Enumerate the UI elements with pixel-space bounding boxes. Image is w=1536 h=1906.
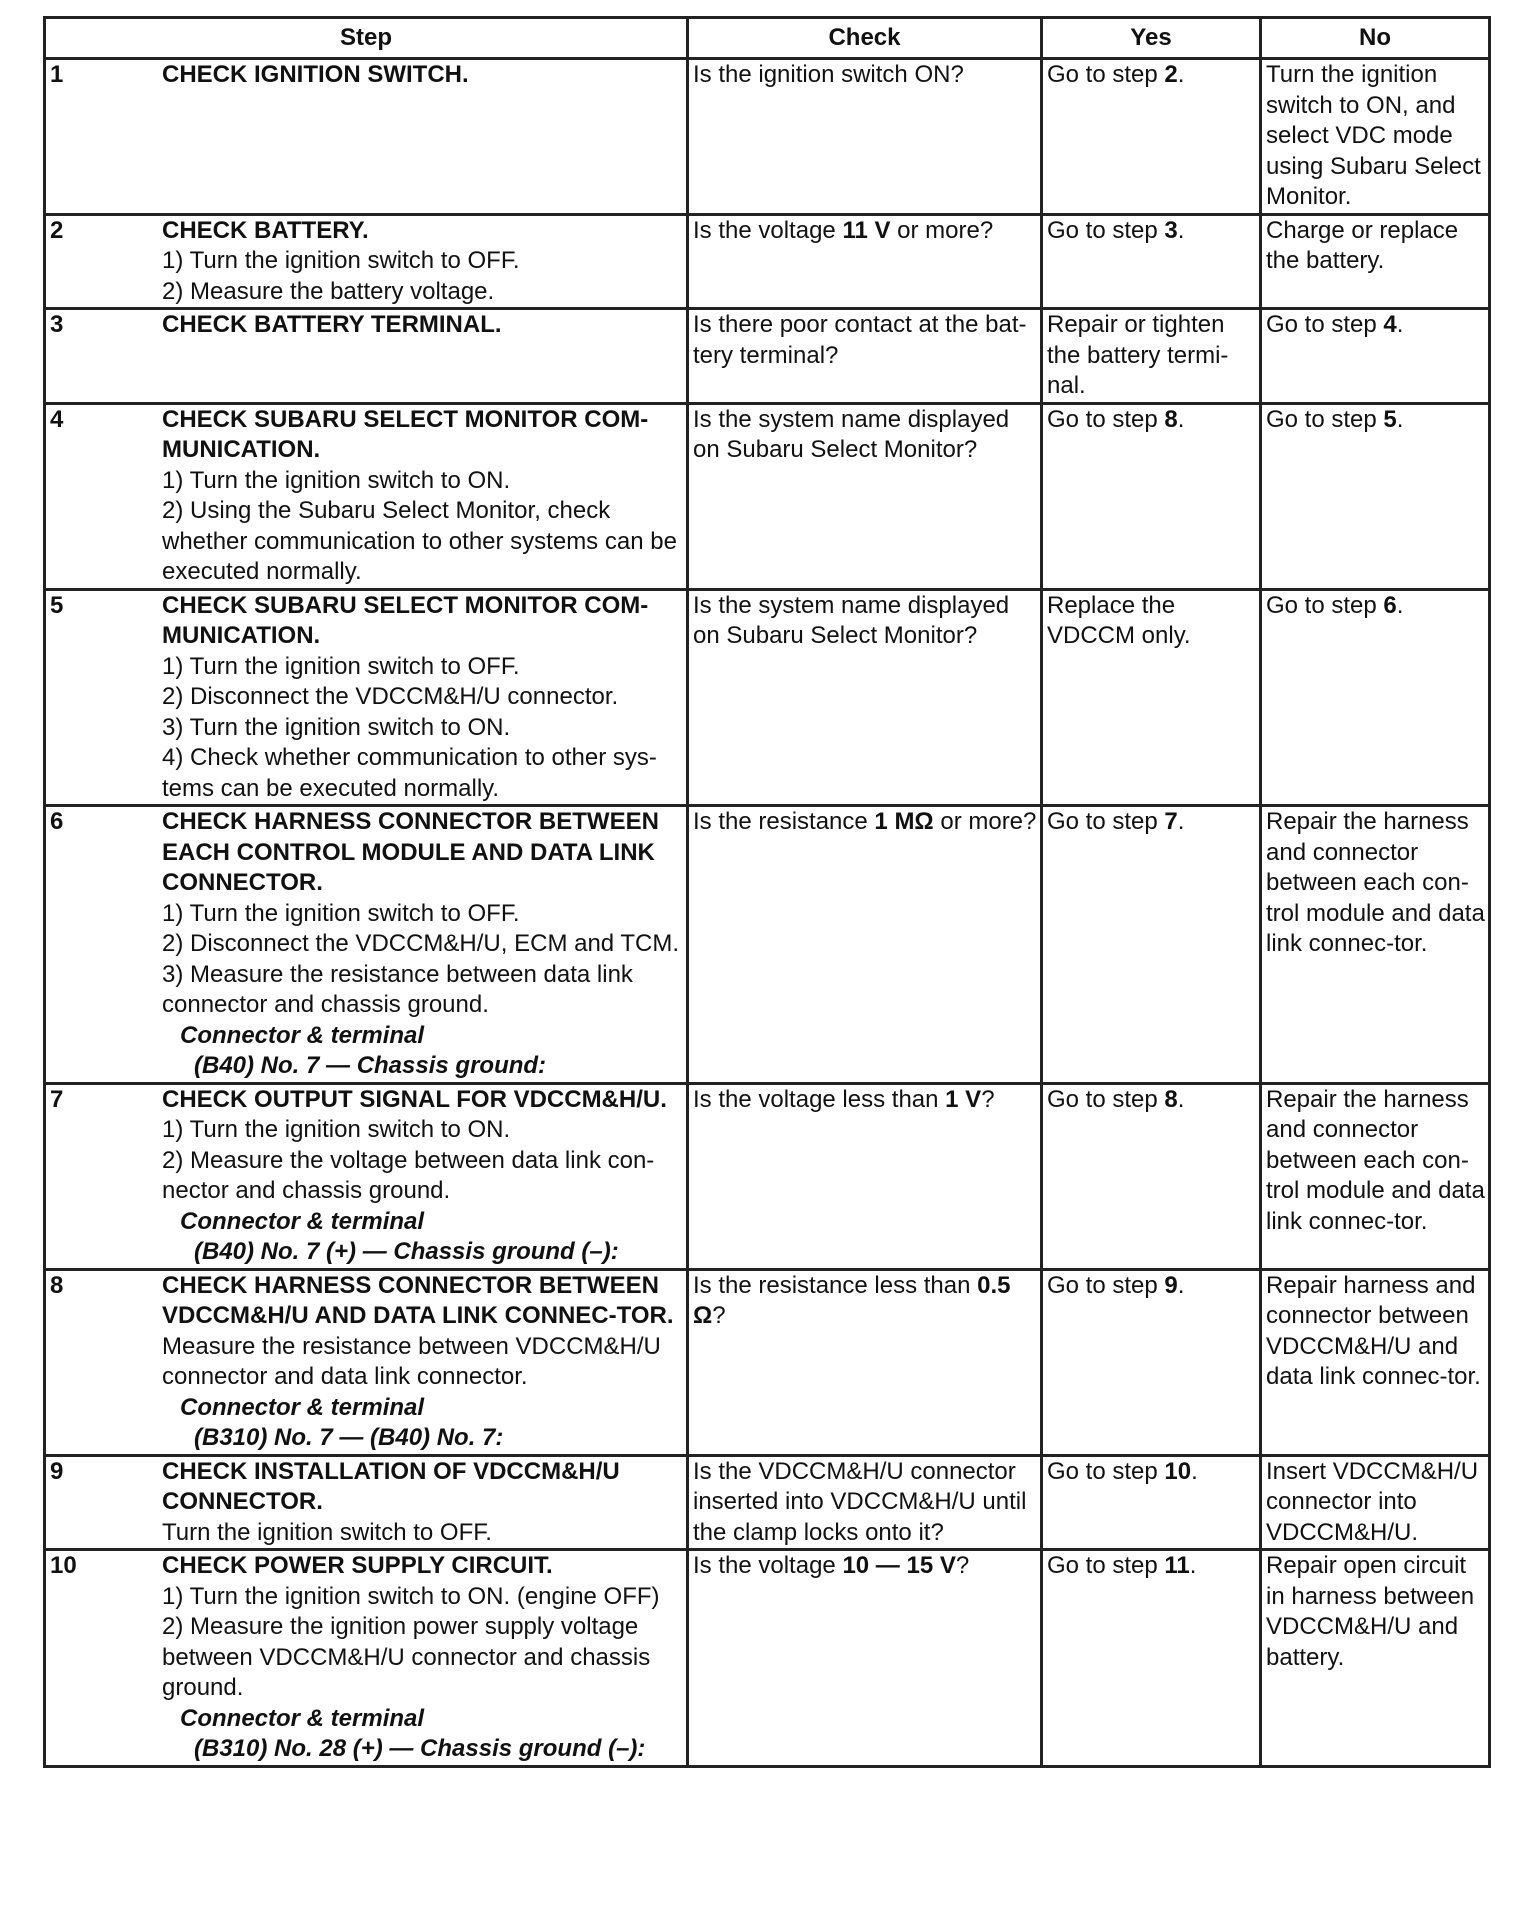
- step-body: [162, 310, 683, 341]
- no-cell: [1261, 59, 1490, 215]
- no-value: 6: [1383, 591, 1397, 619]
- step-instruction: 1) Turn the ignition switch to ON.: [162, 1116, 511, 1143]
- step-body: [162, 405, 683, 588]
- yes-value: 8: [1164, 405, 1178, 433]
- yes-suffix: .: [1177, 808, 1185, 835]
- no-text: Charge or replace the battery.: [1266, 216, 1459, 274]
- step-title: CHECK BATTERY TERMINAL.: [162, 311, 502, 338]
- yes-suffix: .: [1177, 1271, 1185, 1299]
- table-row: [45, 59, 1490, 215]
- check-text: Is the voltage less than: [693, 1085, 946, 1113]
- check-suffix: or more?: [890, 216, 994, 244]
- step-title: CHECK BATTERY.: [162, 216, 369, 244]
- connector-terminal: (B310) No. 7 — (B40) No. 7:: [194, 1424, 504, 1451]
- table-row: [45, 403, 1490, 589]
- step-title: CHECK IGNITION SWITCH.: [162, 61, 469, 88]
- check-text: Is the voltage: [693, 1552, 843, 1579]
- check-cell: Is the ignition switch ON?: [688, 59, 1042, 215]
- header-step: Step: [45, 18, 688, 59]
- header-yes: Yes: [1042, 18, 1261, 59]
- header-row: [45, 18, 1490, 59]
- step-content: [50, 807, 683, 1082]
- yes-cell: [1042, 1455, 1261, 1550]
- step-title: CHECK INSTALLATION OF VDCCM&H/U CONNECTOR.: [162, 1457, 620, 1515]
- step-title: CHECK SUBARU SELECT MONITOR COM-MUNICATION.: [162, 405, 649, 463]
- yes-text: Go to step: [1047, 216, 1165, 244]
- yes-cell: [1042, 1269, 1261, 1455]
- no-suffix: .: [1396, 311, 1404, 338]
- yes-cell: [1042, 1083, 1261, 1269]
- no-cell: [1261, 214, 1490, 309]
- table-row: [45, 1550, 1490, 1767]
- table-row: [45, 1083, 1490, 1269]
- connector-heading: Connector & terminal: [180, 1393, 425, 1421]
- step-instruction: 1) Turn the ignition switch to OFF.: [162, 652, 520, 680]
- header-check: Check: [688, 18, 1042, 59]
- step-body: [162, 807, 683, 1082]
- yes-suffix: .: [1191, 1457, 1198, 1485]
- yes-suffix: .: [1177, 405, 1185, 433]
- diagnostic-table: [43, 16, 1491, 1768]
- step-content: [50, 1457, 683, 1549]
- step-number: 2: [50, 216, 64, 244]
- step-body: [162, 1085, 683, 1268]
- check-suffix: ?: [712, 1302, 726, 1329]
- step-cell: [45, 589, 688, 806]
- step-instruction: 3) Turn the ignition switch to ON.: [162, 713, 511, 741]
- check-value: 0.5 Ω: [693, 1271, 1011, 1329]
- check-cell: Is the system name displayed on Subaru Select Monitor?: [688, 589, 1042, 806]
- check-cell: [688, 214, 1042, 309]
- yes-text: Go to step: [1047, 405, 1165, 433]
- step-number: 4: [50, 405, 64, 433]
- step-title: CHECK HARNESS CONNECTOR BETWEEN EACH CONTROL MODULE AND DATA LINK CONNECTOR.: [162, 808, 659, 896]
- check-suffix: or more?: [933, 808, 1037, 835]
- step-title: CHECK HARNESS CONNECTOR BETWEEN VDCCM&H/U AND DATA LINK CONNEC-TOR.: [162, 1271, 674, 1329]
- yes-text: Go to step: [1047, 1085, 1165, 1113]
- check-cell: Is there poor contact at the bat-tery terminal?: [688, 309, 1042, 404]
- step-content: [50, 1271, 683, 1454]
- no-text: Turn the ignition switch to ON, and select VDC mode using Subaru Select Monitor.: [1266, 61, 1481, 210]
- step-content: [50, 405, 683, 588]
- check-cell: [688, 1269, 1042, 1455]
- step-cell: [45, 1550, 688, 1767]
- check-value: 10 — 15 V: [842, 1552, 956, 1579]
- table-row: [45, 1269, 1490, 1455]
- yes-value: 7: [1164, 808, 1178, 835]
- step-number: 1: [50, 61, 64, 88]
- connector-heading: Connector & terminal: [180, 1207, 425, 1235]
- no-text: Go to step: [1266, 405, 1384, 433]
- step-content: [50, 216, 683, 308]
- step-instruction: 2) Disconnect the VDCCM&H/U, ECM and TCM.: [162, 930, 680, 957]
- step-number: 8: [50, 1271, 64, 1299]
- step-content: [50, 1551, 683, 1765]
- yes-cell: [1042, 1550, 1261, 1767]
- step-body: [162, 591, 683, 805]
- no-cell: [1261, 1550, 1490, 1767]
- no-cell: [1261, 589, 1490, 806]
- step-instruction: 2) Measure the ignition power supply voltage between VDCCM&H/U connector and chassis ground.: [162, 1613, 651, 1701]
- yes-text: Replace the VDCCM only.: [1047, 591, 1191, 649]
- step-number: 9: [50, 1457, 64, 1485]
- connector-terminal: (B40) No. 7 (+) — Chassis ground (–):: [194, 1238, 619, 1265]
- no-text: Repair the harness and connector between each con-trol module and data link connec-tor.: [1266, 808, 1485, 957]
- yes-cell: [1042, 806, 1261, 1084]
- connector-heading: Connector & terminal: [180, 1704, 425, 1732]
- check-suffix: ?: [981, 1085, 995, 1113]
- no-text: Insert VDCCM&H/U connector into VDCCM&H/U.: [1266, 1457, 1479, 1546]
- check-cell: [688, 1083, 1042, 1269]
- step-instruction: Measure the resistance between VDCCM&H/U connector and data link connector.: [162, 1332, 661, 1390]
- yes-value: 9: [1164, 1271, 1178, 1299]
- yes-suffix: .: [1177, 61, 1185, 88]
- step-instruction: 1) Turn the ignition switch to ON.: [162, 466, 511, 494]
- step-title: CHECK POWER SUPPLY CIRCUIT.: [162, 1552, 553, 1579]
- step-instruction: 1) Turn the ignition switch to OFF.: [162, 247, 520, 274]
- connector-terminal: (B40) No. 7 — Chassis ground:: [194, 1052, 547, 1079]
- step-body: [162, 216, 683, 308]
- step-number: 7: [50, 1085, 64, 1113]
- step-instruction: 3) Measure the resistance between data link connector and chassis ground.: [162, 960, 633, 1018]
- table-row: [45, 309, 1490, 404]
- check-value: 1 V: [945, 1085, 982, 1113]
- yes-suffix: .: [1177, 1085, 1185, 1113]
- step-instruction: 2) Disconnect the VDCCM&H/U connector.: [162, 683, 619, 710]
- step-content: [50, 60, 683, 91]
- step-instruction: 4) Check whether communication to other sys-tems can be executed normally.: [162, 744, 657, 802]
- no-cell: [1261, 1083, 1490, 1269]
- check-suffix: ?: [955, 1552, 970, 1579]
- step-title: CHECK SUBARU SELECT MONITOR COM-MUNICATION.: [162, 591, 649, 649]
- yes-cell: [1042, 59, 1261, 215]
- check-text: Is the voltage: [693, 216, 843, 244]
- yes-cell: [1042, 403, 1261, 589]
- step-cell: [45, 806, 688, 1084]
- step-number: 6: [50, 808, 64, 835]
- header-no: No: [1261, 18, 1490, 59]
- yes-suffix: .: [1177, 216, 1185, 244]
- step-number: 10: [50, 1552, 77, 1579]
- step-content: [50, 310, 683, 341]
- step-title: CHECK OUTPUT SIGNAL FOR VDCCM&H/U.: [162, 1085, 667, 1113]
- step-instruction: 2) Measure the voltage between data link con-nector and chassis ground.: [162, 1146, 655, 1204]
- step-cell: [45, 1083, 688, 1269]
- yes-value: 2: [1164, 61, 1178, 88]
- step-number: 5: [50, 591, 64, 619]
- no-cell: [1261, 1455, 1490, 1550]
- no-cell: [1261, 806, 1490, 1084]
- step-body: [162, 60, 683, 91]
- yes-text: Repair or tighten the battery termi-nal.: [1047, 311, 1229, 399]
- step-cell: [45, 214, 688, 309]
- step-cell: [45, 1455, 688, 1550]
- no-value: 4: [1383, 311, 1397, 338]
- no-text: Repair the harness and connector between each con-trol module and data link connec-tor.: [1266, 1085, 1485, 1235]
- yes-text: Go to step: [1047, 1552, 1165, 1579]
- yes-text: Go to step: [1047, 1271, 1165, 1299]
- step-body: [162, 1551, 683, 1765]
- check-cell: Is the VDCCM&H/U connector inserted into VDCCM&H/U until the clamp locks onto it?: [688, 1455, 1042, 1550]
- check-cell: [688, 1550, 1042, 1767]
- yes-text: Go to step: [1047, 61, 1165, 88]
- step-content: [50, 1085, 683, 1268]
- step-instruction: 1) Turn the ignition switch to OFF.: [162, 899, 520, 927]
- step-body: [162, 1271, 683, 1454]
- check-cell: Is the system name displayed on Subaru Select Monitor?: [688, 403, 1042, 589]
- yes-text: Go to step: [1047, 1457, 1165, 1485]
- no-suffix: .: [1396, 405, 1404, 433]
- step-instruction: Turn the ignition switch to OFF.: [162, 1518, 492, 1546]
- step-instruction: 2) Using the Subaru Select Monitor, check whether communication to other systems can be executed normally.: [162, 497, 677, 585]
- no-text: Go to step: [1266, 591, 1384, 619]
- check-text: Is the resistance: [693, 808, 875, 835]
- yes-value: 10: [1164, 1457, 1192, 1485]
- step-cell: [45, 59, 688, 215]
- connector-terminal: (B310) No. 28 (+) — Chassis ground (–):: [194, 1735, 646, 1762]
- no-value: 5: [1383, 405, 1397, 433]
- table-row: [45, 589, 1490, 806]
- no-suffix: .: [1396, 591, 1404, 619]
- yes-cell: [1042, 309, 1261, 404]
- step-instruction: 2) Measure the battery voltage.: [162, 277, 495, 305]
- no-cell: [1261, 1269, 1490, 1455]
- table-row: [45, 214, 1490, 309]
- table-row: [45, 1455, 1490, 1550]
- no-text: Go to step: [1266, 311, 1384, 338]
- check-text: Is the resistance less than: [693, 1271, 978, 1299]
- check-cell: [688, 806, 1042, 1084]
- yes-cell: [1042, 589, 1261, 806]
- step-cell: [45, 403, 688, 589]
- yes-value: 3: [1164, 216, 1178, 244]
- table-body: [45, 59, 1490, 1767]
- yes-value: 8: [1164, 1085, 1178, 1113]
- step-cell: [45, 309, 688, 404]
- yes-text: Go to step: [1047, 808, 1165, 835]
- check-value: 1 MΩ: [874, 808, 934, 835]
- connector-heading: Connector & terminal: [180, 1021, 425, 1049]
- no-cell: [1261, 309, 1490, 404]
- no-text: Repair harness and connector between VDCCM&H/U and data link connec-tor.: [1266, 1271, 1481, 1390]
- step-instruction: 1) Turn the ignition switch to ON. (engine OFF): [162, 1582, 660, 1610]
- step-number: 3: [50, 311, 64, 338]
- no-cell: [1261, 403, 1490, 589]
- step-body: [162, 1457, 683, 1549]
- step-cell: [45, 1269, 688, 1455]
- yes-cell: [1042, 214, 1261, 309]
- table-row: [45, 806, 1490, 1084]
- step-content: [50, 591, 683, 805]
- no-text: Repair open circuit in harness between VDCCM&H/U and battery.: [1266, 1552, 1475, 1671]
- check-value: 11 V: [842, 216, 891, 244]
- yes-value: 11: [1164, 1552, 1190, 1579]
- yes-suffix: .: [1189, 1552, 1197, 1579]
